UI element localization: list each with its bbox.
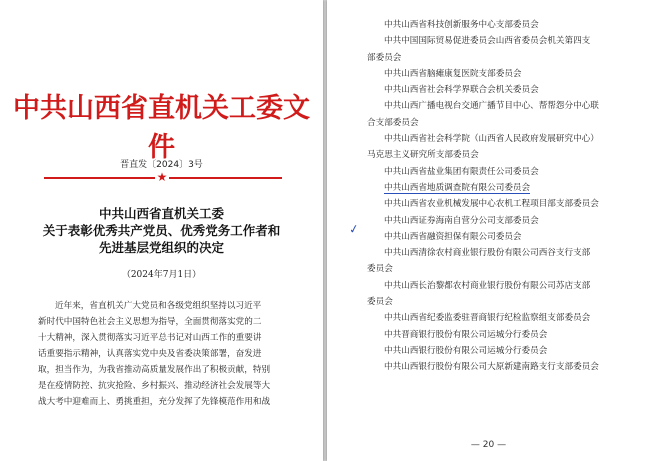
left-page: [0, 0, 323, 461]
document-header-title: 中共山西省直机关工委文件: [13, 93, 310, 163]
list-item: [367, 229, 617, 245]
list-item: [367, 131, 617, 147]
list-item: [367, 327, 617, 343]
list-item: [367, 310, 617, 326]
list-item: [367, 196, 617, 212]
list-item-text: 中共山西省地质调查院有限公司委员会: [384, 182, 531, 193]
right-page: [327, 0, 650, 461]
list-item-text: 中共山西银行股份有限公司运城分行委员会: [384, 345, 548, 356]
decision-title-line: 中共山西省直机关工委: [98, 206, 224, 221]
list-item-text: 中共山西银行股份有限公司大原新建南路支行支部委员会: [384, 362, 599, 373]
page-number: — 20 —: [470, 440, 507, 450]
list-item: [367, 115, 617, 131]
list-item-text: 中共山西证券海南自营分公司支部委员会: [384, 215, 539, 226]
list-item: [367, 17, 617, 33]
list-item: [367, 82, 617, 98]
decision-title: [0, 205, 323, 256]
body-paragraph: [38, 298, 288, 410]
list-item-text: 中共山西长治黎都农村商业银行股份有限公司苏店支部: [384, 280, 591, 291]
list-item: [367, 147, 617, 163]
list-item-text: 中共山西清徐农村商业银行股份有限公司西谷支行支部: [384, 248, 591, 259]
list-item-text: 中共山西省融资担保有限公司委员会: [384, 231, 522, 242]
list-item: [367, 245, 617, 261]
handwritten-check-icon: ✓: [347, 221, 361, 237]
list-item-text: 部委员会: [367, 52, 402, 63]
list-item: [367, 294, 617, 310]
decision-title-line: 关于表彰优秀共产党员、优秀党务工作者和: [42, 223, 281, 238]
list-item-text: 中共山西省农业机械发展中心农机工程项目部支部委员会: [384, 199, 599, 210]
list-item: [367, 278, 617, 294]
list-item: [367, 164, 617, 180]
star-icon: ★: [156, 170, 168, 184]
list-item: [367, 33, 617, 49]
list-item: [367, 50, 617, 66]
list-item-text: 中共山西省脑瘫康复医院支部委员会: [384, 68, 522, 79]
list-item-text: 合支部委员会: [367, 117, 419, 128]
organization-list: [367, 17, 617, 376]
list-item-text: 中共山西省社会科学院（山西省人民政府发展研究中心）: [384, 134, 599, 145]
list-item-text: 中共山西省社会科学界联合会机关委员会: [384, 85, 539, 96]
list-item-text: 中共山西省盐业集团有限责任公司委员会: [384, 166, 539, 177]
list-item-text: 委员会: [367, 264, 393, 275]
list-item: [367, 98, 617, 114]
list-item-text: 中共晋商银行股份有限公司运城分行委员会: [384, 329, 548, 340]
body-line: 是在疫情防控、抗灾抢险、乡村振兴、推动经济社会发展等大: [38, 381, 271, 391]
list-item-text: 委员会: [367, 297, 393, 308]
list-item: [367, 180, 617, 196]
list-item: [367, 343, 617, 359]
body-line: 话重要指示精神，认真落实党中央及省委决策部署，奋发进: [38, 349, 262, 359]
decision-title-line: 先进基层党组织的决定: [98, 240, 224, 255]
list-item-text: 中共山西广播电视台交通广播节目中心、帮帮怨分中心联: [384, 101, 599, 112]
body-line: 新时代中国特色社会主义思想为指导，全面贯彻落实党的二: [38, 317, 262, 327]
list-item: [367, 213, 617, 229]
list-item: [367, 66, 617, 82]
list-item-text: 中共中国国际贸易促进委员会山西省委员会机关第四支: [384, 36, 591, 47]
list-item-text: 马克思主义研究所支部委员会: [367, 150, 479, 161]
list-item-text: 中共山西省纪委监委驻晋商银行纪检监察组支部委员会: [384, 313, 591, 324]
document-number: 晋直发〔2024〕3号: [120, 160, 203, 170]
list-item: [367, 261, 617, 277]
body-line: 近年来，省直机关广大党员和各级党组织坚持以习近平: [55, 301, 262, 311]
list-item: [367, 359, 617, 375]
decision-date: （2024年7月1日）: [121, 270, 202, 280]
list-item-text: 中共山西省科技创新服务中心支部委员会: [384, 20, 539, 30]
body-line: 取，担当作为，为我省推动高质量发展作出了积极贡献，特别: [38, 365, 271, 375]
body-line: 十大精神，深入贯彻落实习近平总书记对山西工作的重要讲: [38, 333, 262, 343]
body-line: 战大考中迎难而上、勇挑重担，充分发挥了先锋模范作用和战: [38, 397, 271, 407]
